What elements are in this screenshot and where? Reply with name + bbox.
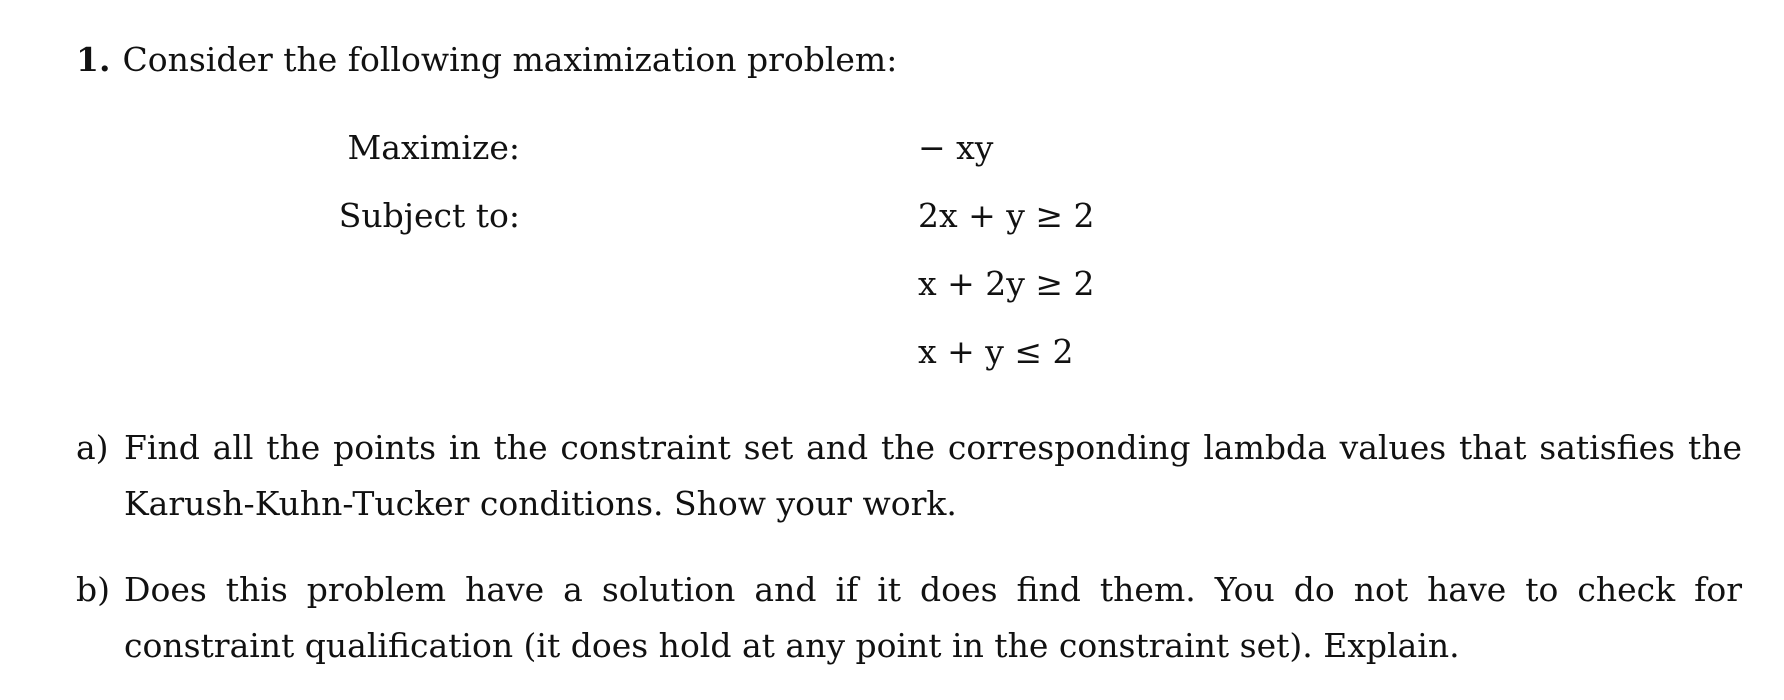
part-marker: b) bbox=[76, 570, 110, 609]
objective-label: Maximize: bbox=[347, 128, 520, 167]
constraint-expression: x + 2y ≥ 2 bbox=[918, 264, 1095, 303]
question-part-a bbox=[76, 420, 1742, 532]
problem-number: 1. bbox=[76, 40, 111, 79]
question-part-b bbox=[76, 562, 1742, 674]
constraint-label: Subject to: bbox=[338, 196, 520, 235]
constraint-expression: x + y ≤ 2 bbox=[918, 332, 1074, 371]
problem-heading bbox=[76, 38, 897, 82]
objective-expression: − xy bbox=[918, 128, 994, 167]
problem-intro: Consider the following maximization problem: bbox=[122, 40, 898, 79]
part-text: Does this problem have a solution and if it does find them. You do not have to check for constraint qualification (it does hold at any point in the constraint set). Explain. bbox=[124, 570, 1742, 665]
part-text: Find all the points in the constraint set and the corresponding lambda values that satisfies the Karush-Kuhn-Tucker conditions. Show your work. bbox=[124, 428, 1742, 523]
part-marker: a) bbox=[76, 428, 109, 467]
constraint-expression: 2x + y ≥ 2 bbox=[918, 196, 1095, 235]
